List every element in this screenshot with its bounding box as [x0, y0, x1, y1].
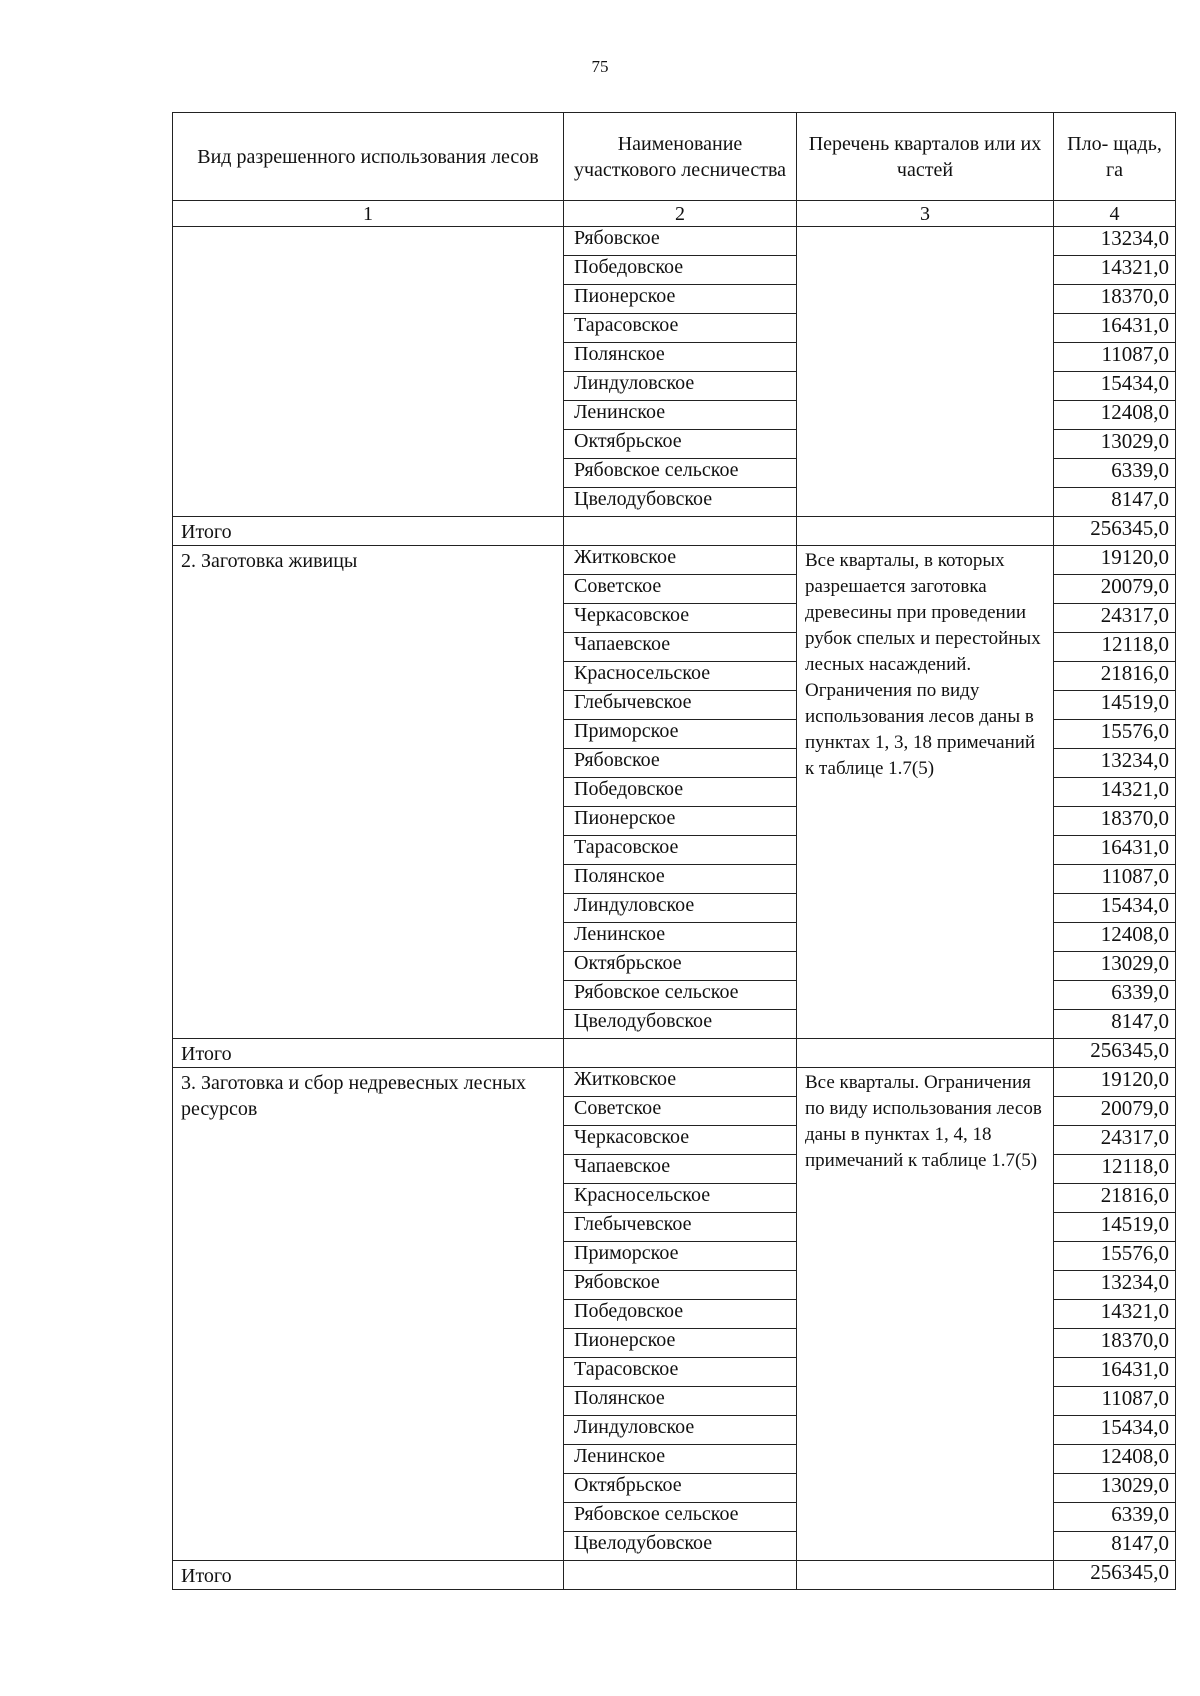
area-cell: 15576,0 [1054, 1242, 1176, 1271]
forestry-name-cell: Цвелодубовское [564, 1010, 797, 1039]
forestry-name-cell: Советское [564, 575, 797, 604]
area-cell: 20079,0 [1054, 1097, 1176, 1126]
forestry-name-cell: Октябрьское [564, 1474, 797, 1503]
area-cell: 15434,0 [1054, 1416, 1176, 1445]
table-header [173, 113, 1176, 227]
forestry-name-cell: Приморское [564, 720, 797, 749]
area-cell: 16431,0 [1054, 836, 1176, 865]
area-cell: 19120,0 [1054, 546, 1176, 575]
forestry-name-cell: Победовское [564, 256, 797, 285]
usage-type-cell: 2. Заготовка живицы [173, 546, 564, 1039]
forestry-name-cell: Ленинское [564, 401, 797, 430]
total-area-cell: 256345,0 [1054, 1561, 1176, 1590]
forestry-name-cell: Полянское [564, 865, 797, 894]
quarters-cell: Все кварталы. Ограничения по виду использования лесов даны в пунктах 1, 4, 18 примечаний к таблице 1.7(5) [797, 1068, 1054, 1561]
forestry-name-cell: Октябрьское [564, 952, 797, 981]
header-forestry-name: Наименование участкового лесничества [564, 113, 797, 201]
total-label: Итого [173, 1561, 564, 1590]
header-row [173, 113, 1176, 201]
forestry-name-cell: Пионерское [564, 285, 797, 314]
area-cell: 8147,0 [1054, 488, 1176, 517]
forestry-name-cell: Линдуловское [564, 372, 797, 401]
forestry-name-cell: Чапаевское [564, 1155, 797, 1184]
area-cell: 15576,0 [1054, 720, 1176, 749]
total-area-cell: 256345,0 [1054, 517, 1176, 546]
forestry-name-cell: Тарасовское [564, 836, 797, 865]
forestry-name-cell: Черкасовское [564, 1126, 797, 1155]
area-cell: 18370,0 [1054, 285, 1176, 314]
area-cell: 11087,0 [1054, 865, 1176, 894]
forestry-name-cell: Рябовское [564, 227, 797, 256]
area-cell: 13234,0 [1054, 227, 1176, 256]
area-cell: 13234,0 [1054, 749, 1176, 778]
forestry-name-cell: Цвелодубовское [564, 488, 797, 517]
area-cell: 14321,0 [1054, 256, 1176, 285]
forestry-name-cell: Рябовское [564, 1271, 797, 1300]
forestry-name-cell: Советское [564, 1097, 797, 1126]
forestry-name-cell: Тарасовское [564, 1358, 797, 1387]
header-usage-type: Вид разрешенного использования лесов [173, 113, 564, 201]
area-cell: 16431,0 [1054, 314, 1176, 343]
table-row [173, 546, 1176, 575]
area-cell: 13234,0 [1054, 1271, 1176, 1300]
area-cell: 8147,0 [1054, 1532, 1176, 1561]
area-cell: 12118,0 [1054, 633, 1176, 662]
quarters-cell [797, 227, 1054, 517]
forestry-name-cell: Линдуловское [564, 1416, 797, 1445]
area-cell: 24317,0 [1054, 1126, 1176, 1155]
area-cell: 6339,0 [1054, 1503, 1176, 1532]
forestry-name-cell: Черкасовское [564, 604, 797, 633]
forestry-name-cell: Красносельское [564, 1184, 797, 1213]
forestry-name-cell: Победовское [564, 1300, 797, 1329]
table-row [173, 1068, 1176, 1097]
forestry-name-cell: Полянское [564, 1387, 797, 1416]
total-empty-cell [564, 517, 797, 546]
column-number: 1 [173, 201, 564, 227]
area-cell: 15434,0 [1054, 372, 1176, 401]
area-cell: 13029,0 [1054, 1474, 1176, 1503]
forest-usage-table [172, 112, 1176, 1590]
forestry-name-cell: Житковское [564, 546, 797, 575]
forestry-name-cell: Приморское [564, 1242, 797, 1271]
column-number: 3 [797, 201, 1054, 227]
area-cell: 21816,0 [1054, 662, 1176, 691]
header-quarters-list: Перечень кварталов или их частей [797, 113, 1054, 201]
forestry-name-cell: Глебычевское [564, 1213, 797, 1242]
forestry-name-cell: Рябовское сельское [564, 1503, 797, 1532]
area-cell: 12408,0 [1054, 401, 1176, 430]
area-cell: 20079,0 [1054, 575, 1176, 604]
quarters-cell: Все кварталы, в которых разрешается заготовка древесины при проведении рубок спелых и перестойных лесных насаждений. Ограничения по виду использования лесов даны в пунктах 1, 3, 18 примечаний к таблице 1.7(5) [797, 546, 1054, 1039]
total-row [173, 517, 1176, 546]
column-number: 4 [1054, 201, 1176, 227]
area-cell: 19120,0 [1054, 1068, 1176, 1097]
area-cell: 8147,0 [1054, 1010, 1176, 1039]
area-cell: 14519,0 [1054, 1213, 1176, 1242]
area-cell: 14321,0 [1054, 1300, 1176, 1329]
total-empty-cell [564, 1039, 797, 1068]
forestry-name-cell: Глебычевское [564, 691, 797, 720]
area-cell: 12118,0 [1054, 1155, 1176, 1184]
total-empty-cell [797, 1039, 1054, 1068]
area-cell: 24317,0 [1054, 604, 1176, 633]
forestry-name-cell: Пионерское [564, 807, 797, 836]
header-area: Пло- щадь, га [1054, 113, 1176, 201]
table-body [173, 227, 1176, 1590]
total-area-cell: 256345,0 [1054, 1039, 1176, 1068]
area-cell: 21816,0 [1054, 1184, 1176, 1213]
forestry-name-cell: Линдуловское [564, 894, 797, 923]
column-number-row [173, 201, 1176, 227]
area-cell: 13029,0 [1054, 952, 1176, 981]
total-empty-cell [797, 517, 1054, 546]
area-cell: 18370,0 [1054, 807, 1176, 836]
page-number: 75 [591, 57, 609, 76]
area-cell: 15434,0 [1054, 894, 1176, 923]
forestry-name-cell: Красносельское [564, 662, 797, 691]
total-label: Итого [173, 517, 564, 546]
total-row [173, 1039, 1176, 1068]
forestry-name-cell: Октябрьское [564, 430, 797, 459]
total-label: Итого [173, 1039, 564, 1068]
forestry-name-cell: Чапаевское [564, 633, 797, 662]
area-cell: 16431,0 [1054, 1358, 1176, 1387]
area-cell: 6339,0 [1054, 459, 1176, 488]
area-cell: 14321,0 [1054, 778, 1176, 807]
forestry-name-cell: Житковское [564, 1068, 797, 1097]
forestry-name-cell: Цвелодубовское [564, 1532, 797, 1561]
table-row [173, 227, 1176, 256]
forestry-name-cell: Победовское [564, 778, 797, 807]
total-row [173, 1561, 1176, 1590]
forestry-name-cell: Полянское [564, 343, 797, 372]
area-cell: 18370,0 [1054, 1329, 1176, 1358]
area-cell: 12408,0 [1054, 923, 1176, 952]
forestry-name-cell: Тарасовское [564, 314, 797, 343]
area-cell: 11087,0 [1054, 343, 1176, 372]
total-empty-cell [797, 1561, 1054, 1590]
forestry-name-cell: Рябовское сельское [564, 981, 797, 1010]
usage-type-cell: 3. Заготовка и сбор недревесных лесных ресурсов [173, 1068, 564, 1561]
area-cell: 11087,0 [1054, 1387, 1176, 1416]
area-cell: 12408,0 [1054, 1445, 1176, 1474]
area-cell: 14519,0 [1054, 691, 1176, 720]
total-empty-cell [564, 1561, 797, 1590]
forestry-name-cell: Ленинское [564, 1445, 797, 1474]
forestry-name-cell: Ленинское [564, 923, 797, 952]
forestry-name-cell: Рябовское [564, 749, 797, 778]
forestry-name-cell: Пионерское [564, 1329, 797, 1358]
area-cell: 6339,0 [1054, 981, 1176, 1010]
area-cell: 13029,0 [1054, 430, 1176, 459]
column-number: 2 [564, 201, 797, 227]
usage-type-cell [173, 227, 564, 517]
forestry-name-cell: Рябовское сельское [564, 459, 797, 488]
